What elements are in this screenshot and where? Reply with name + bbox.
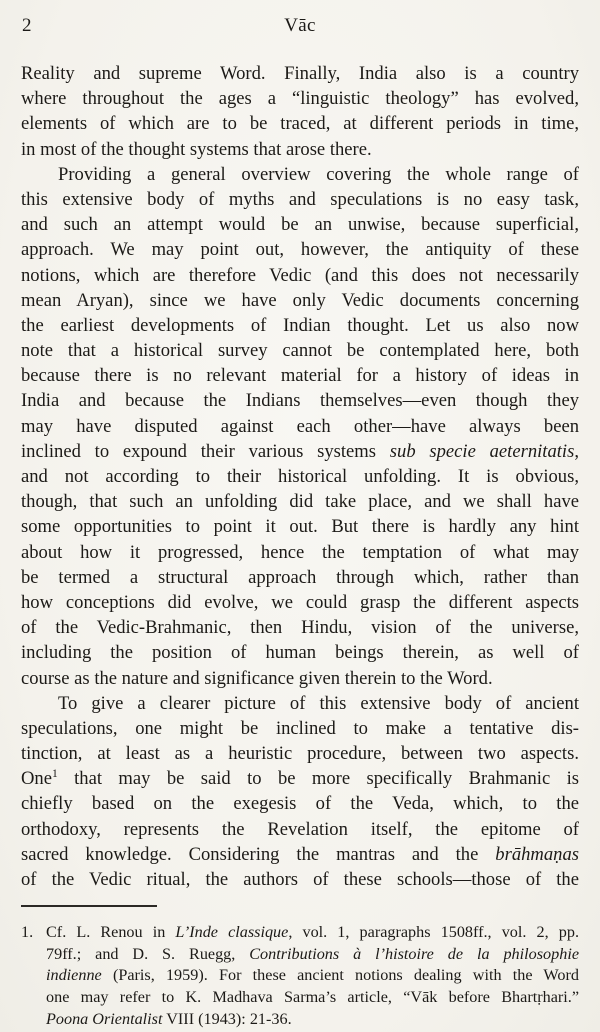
text-segment: course as the nature and significance given therein to the Word.: [21, 667, 493, 689]
text-segment: elements of which are to be traced, at different periods in time,: [21, 113, 579, 135]
paragraph: [21, 61, 579, 162]
text-line: [21, 716, 579, 741]
text-line: [21, 640, 579, 665]
text-segment: how conceptions did evolve, we could grasp the different aspects: [21, 591, 579, 613]
text-segment: this extensive body of myths and speculations is no easy task,: [21, 188, 579, 210]
text-segment: Poona Orientalist: [46, 1009, 163, 1028]
text-segment: the earliest developments of Indian thought. Let us also now: [21, 314, 579, 336]
text-segment: approach. We may point out, however, the antiquity of these: [21, 239, 579, 261]
text-line: [21, 363, 579, 388]
text-line: [21, 263, 579, 288]
text-line: [21, 162, 579, 187]
text-segment: ,: [574, 440, 579, 462]
text-segment: that may be said to be more specifically Brahmanic is: [57, 768, 579, 790]
text-line: [21, 187, 579, 212]
text-segment: inclined to expound their various systems: [21, 440, 390, 462]
text-line: [21, 817, 579, 842]
text-line: [21, 565, 579, 590]
text-segment: notions, which are therefore Vedic (and this does not necessarily: [21, 264, 579, 286]
text-line: [21, 666, 579, 691]
text-segment: one may refer to K. Madhava Sarma’s article, “Vāk before Bhartṛhari.”: [46, 987, 579, 1006]
body-text: [0, 61, 600, 892]
text-segment: s: [571, 843, 579, 865]
running-title: Vāc: [284, 15, 316, 36]
text-segment: of the Vedic ritual, the authors of these schools—those of the: [21, 869, 579, 890]
text-segment: speculations, one might be inclined to make a tentative dis-: [21, 717, 579, 739]
text-segment: sacred knowledge. Considering the mantras and the: [21, 843, 496, 865]
paragraph: [21, 162, 579, 691]
text-line: [21, 212, 579, 237]
text-segment: , vol. 1, paragraphs 1508ff., vol. 2, pp.: [288, 923, 579, 942]
text-line: [21, 615, 579, 640]
footnote-marker: 1.: [21, 923, 34, 942]
text-segment: Reality and supreme Word. Finally, India also is a country: [21, 63, 579, 84]
text-segment: India and because the Indians themselves—even though they: [21, 390, 579, 412]
footnote-separator-rule: [21, 905, 157, 907]
text-line: [21, 439, 579, 464]
text-segment: be termed a structural approach through which, rather than: [21, 566, 579, 588]
text-segment: and such an attempt would be an unwise, because superficial,: [21, 214, 579, 236]
text-line: [21, 288, 579, 313]
text-line: [21, 590, 579, 615]
text-segment: in most of the thought systems that arose there.: [21, 138, 372, 160]
text-line: [46, 965, 579, 987]
text-segment: 79ff.; and D. S. Ruegg,: [46, 944, 250, 963]
text-line: [21, 137, 579, 162]
text-segment: and not according to their historical unfolding. It is obvious,: [21, 466, 579, 487]
text-line: [21, 514, 579, 539]
text-line: [21, 111, 579, 136]
text-segment: of the Vedic-Brahmanic, then Hindu, vision of the universe,: [21, 617, 579, 639]
text-line: [21, 86, 579, 111]
footnote: [21, 922, 579, 1030]
text-line: [21, 489, 579, 514]
text-segment: mean Aryan), since we have only Vedic documents concerning: [21, 289, 579, 311]
footnote-text: [46, 922, 579, 1030]
text-line: [21, 691, 579, 716]
text-line: [21, 388, 579, 413]
text-segment: To give a clearer picture of this extensive body of ancient: [58, 692, 579, 714]
text-segment: about how it progressed, hence the temptation of what may: [21, 541, 579, 563]
text-segment: VIII (1943): 21-36.: [162, 1009, 292, 1028]
text-segment: tinction, at least as a heuristic procedure, between two aspects.: [21, 743, 579, 765]
text-segment: One: [21, 768, 52, 790]
text-line: [46, 944, 579, 966]
text-segment: (Paris, 1959). For these ancient notions dealing with the Word: [101, 966, 579, 985]
text-line: [21, 237, 579, 262]
text-line: [21, 338, 579, 363]
paragraph: [21, 691, 579, 893]
text-line: [21, 414, 579, 439]
text-line: [21, 766, 579, 791]
text-segment: L’Inde classique: [175, 923, 289, 942]
text-line: [46, 922, 579, 944]
text-segment: may have disputed against each other—have always been: [21, 415, 579, 437]
text-segment: Providing a general overview covering the whole range of: [58, 163, 579, 185]
text-line: [21, 791, 579, 816]
text-segment: indienne: [46, 966, 102, 985]
text-line: [46, 1009, 579, 1031]
text-line: [21, 61, 579, 86]
text-line: [21, 464, 579, 489]
text-line: [21, 313, 579, 338]
text-segment: sub specie aeternitatis: [389, 440, 575, 462]
text-segment: where throughout the ages a “linguistic theology” has evolved,: [21, 88, 579, 110]
text-segment: orthodoxy, represents the Revelation itself, the epitome of: [21, 818, 579, 840]
text-segment: because there is no relevant material for a history of ideas in: [21, 365, 579, 387]
text-segment: chiefly based on the exegesis of the Veda, which, to the: [21, 793, 579, 815]
footnotes-section: [0, 922, 600, 1030]
page-number: 2: [22, 15, 32, 36]
text-line: [21, 540, 579, 565]
text-line: [21, 741, 579, 766]
text-line: [21, 842, 579, 867]
text-segment: Contributions à l’histoire de la philosophie: [249, 944, 579, 963]
text-segment: some opportunities to point it out. But there is hardly any hint: [21, 516, 579, 538]
text-segment: Cf. L. Renou in: [46, 923, 176, 942]
text-line: [46, 987, 579, 1009]
text-segment: including the position of human beings therein, as well of: [21, 642, 579, 664]
text-segment: note that a historical survey cannot be contemplated here, both: [21, 340, 579, 362]
text-segment: though, that such an unfolding did take place, and we shall have: [21, 491, 579, 513]
running-header: [0, 0, 600, 38]
footnote-reference-marker: 1: [51, 768, 58, 781]
text-line: [21, 867, 579, 892]
text-segment: brāhmaṇa: [495, 843, 572, 865]
